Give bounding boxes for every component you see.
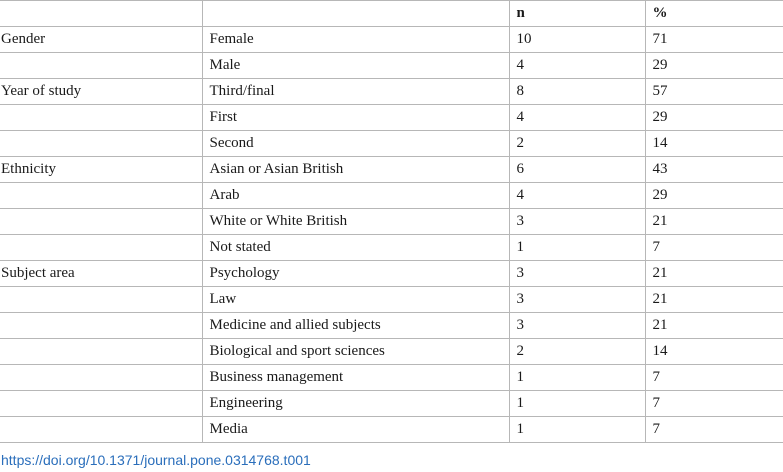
cell-category: Ethnicity [0,157,202,183]
cell-percent: 14 [645,131,783,157]
cell-n: 2 [509,131,645,157]
table-row [0,417,783,443]
table-row [0,105,783,131]
cell-percent: 21 [645,209,783,235]
table-row [0,183,783,209]
cell-category: Gender [0,27,202,53]
cell-category [0,105,202,131]
cell-category [0,235,202,261]
cell-n: 4 [509,105,645,131]
cell-category [0,209,202,235]
cell-item: Engineering [202,391,509,417]
cell-category [0,365,202,391]
table-row [0,27,783,53]
cell-n: 3 [509,261,645,287]
header-row [0,1,783,27]
table-row [0,365,783,391]
cell-percent: 21 [645,261,783,287]
cell-item: Psychology [202,261,509,287]
header-item [202,1,509,27]
cell-item: Second [202,131,509,157]
cell-item: Male [202,53,509,79]
cell-category [0,417,202,443]
cell-percent: 21 [645,313,783,339]
table-row [0,157,783,183]
cell-n: 1 [509,417,645,443]
cell-item: Female [202,27,509,53]
cell-item: First [202,105,509,131]
cell-n: 6 [509,157,645,183]
cell-percent: 29 [645,183,783,209]
cell-percent: 71 [645,27,783,53]
cell-category [0,183,202,209]
cell-category [0,339,202,365]
cell-category [0,287,202,313]
cell-item: Medicine and allied subjects [202,313,509,339]
table-row [0,339,783,365]
cell-category: Year of study [0,79,202,105]
cell-item: Not stated [202,235,509,261]
table-row [0,235,783,261]
cell-percent: 29 [645,105,783,131]
cell-n: 8 [509,79,645,105]
cell-item: Biological and sport sciences [202,339,509,365]
cell-n: 3 [509,209,645,235]
cell-percent: 7 [645,365,783,391]
cell-n: 4 [509,183,645,209]
cell-item: Arab [202,183,509,209]
cell-percent: 21 [645,287,783,313]
cell-n: 1 [509,235,645,261]
cell-n: 1 [509,365,645,391]
cell-n: 10 [509,27,645,53]
doi-link[interactable]: https://doi.org/10.1371/journal.pone.0314768.t001 [1,452,311,468]
cell-n: 3 [509,287,645,313]
table-body [0,27,783,443]
cell-item: Third/final [202,79,509,105]
cell-n: 4 [509,53,645,79]
cell-percent: 43 [645,157,783,183]
cell-n: 3 [509,313,645,339]
cell-percent: 14 [645,339,783,365]
header-category [0,1,202,27]
cell-item: Business management [202,365,509,391]
cell-percent: 7 [645,235,783,261]
table-row [0,287,783,313]
cell-category [0,391,202,417]
cell-percent: 29 [645,53,783,79]
cell-item: Media [202,417,509,443]
table-row [0,79,783,105]
cell-item: Asian or Asian British [202,157,509,183]
cell-category [0,131,202,157]
cell-percent: 7 [645,391,783,417]
table-row [0,131,783,157]
cell-percent: 7 [645,417,783,443]
table-row [0,53,783,79]
cell-n: 2 [509,339,645,365]
cell-item: White or White British [202,209,509,235]
table-row [0,391,783,417]
table-row [0,313,783,339]
cell-category: Subject area [0,261,202,287]
cell-n: 1 [509,391,645,417]
cell-item: Law [202,287,509,313]
header-n: n [509,1,645,27]
cell-category [0,53,202,79]
cell-category [0,313,202,339]
cell-percent: 57 [645,79,783,105]
table-row [0,261,783,287]
header-percent: % [645,1,783,27]
table-row [0,209,783,235]
